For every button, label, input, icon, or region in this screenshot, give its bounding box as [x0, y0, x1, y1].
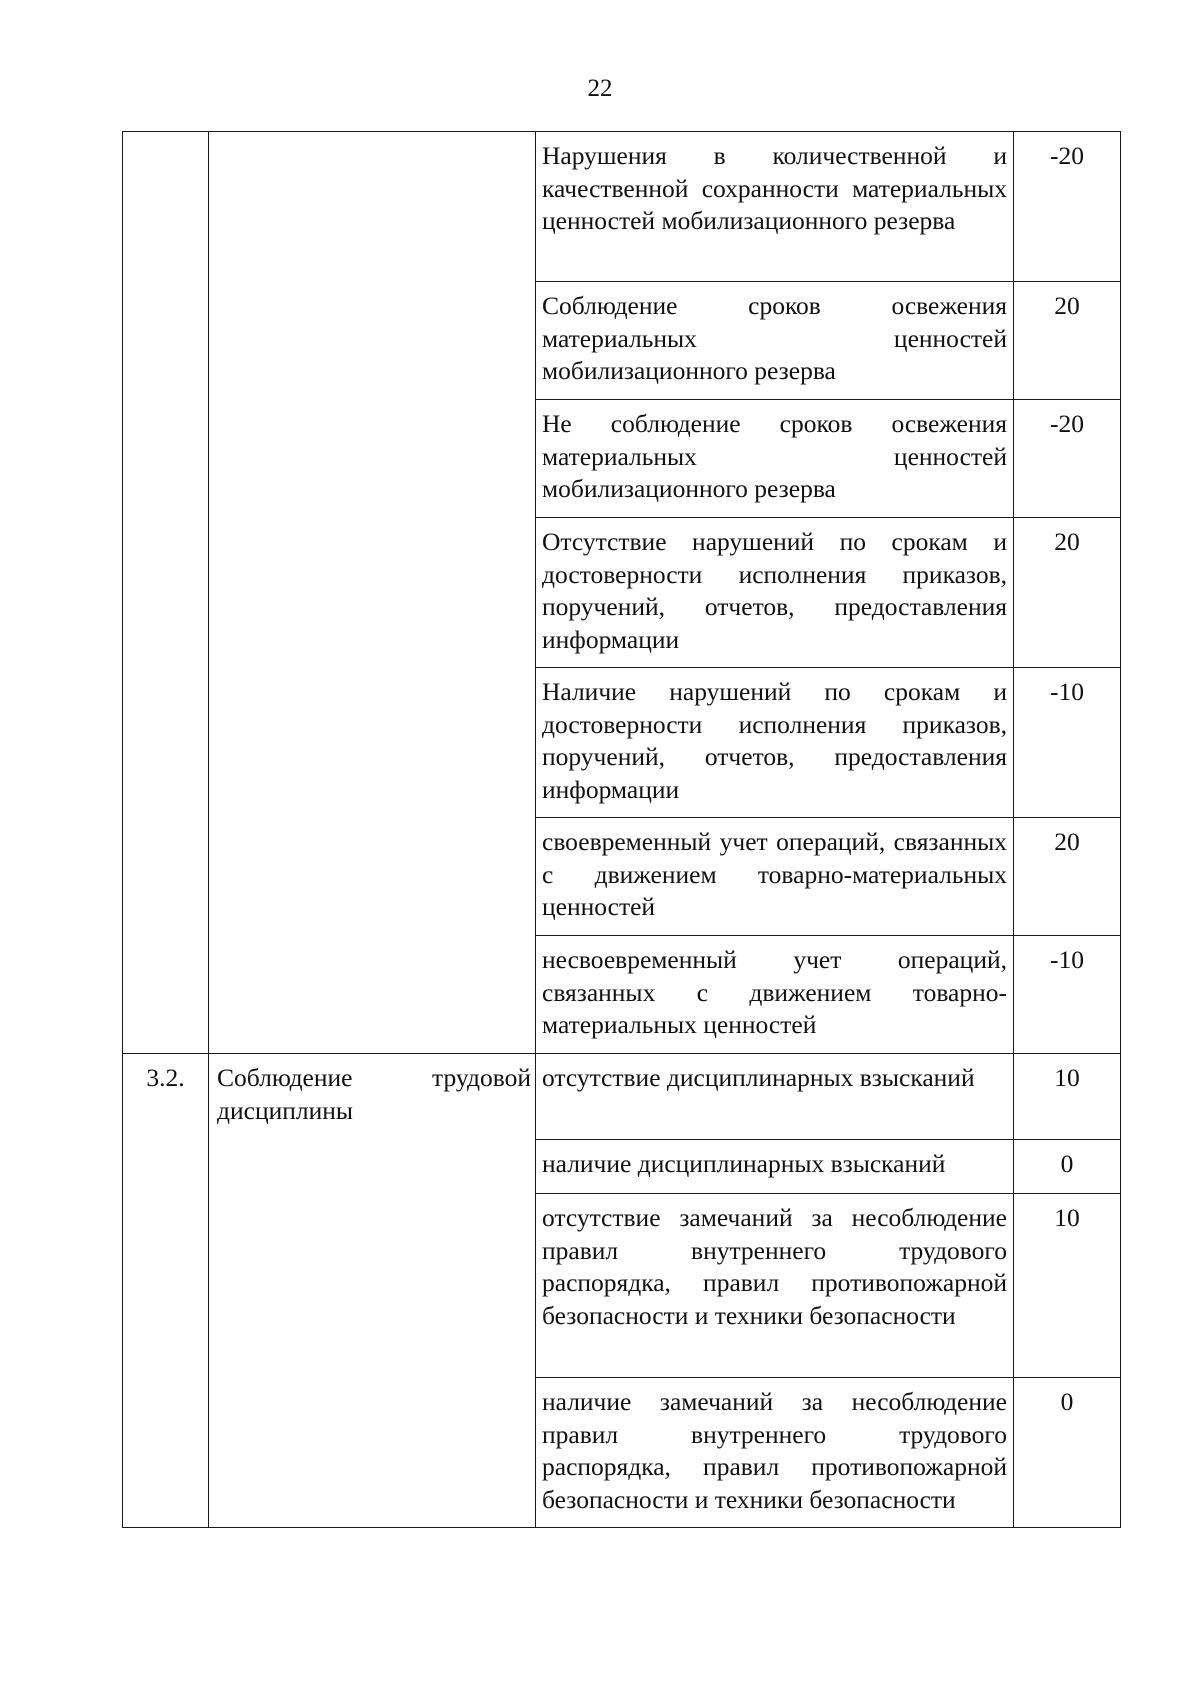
continued-name-cell: [209, 132, 536, 1054]
score-cell: -10: [1014, 936, 1121, 1054]
score-cell: -20: [1014, 132, 1121, 282]
table-row: [123, 1054, 1121, 1140]
criteria-table: [122, 131, 1121, 1528]
condition-cell: Не соблюдение сроков освежения материальных ценностей мобилизационного резерва: [536, 400, 1014, 518]
score-cell: 20: [1014, 518, 1121, 668]
page-number: 22: [587, 75, 613, 102]
condition-cell: Отсутствие нарушений по срокам и достоверности исполнения приказов, поручений, отчетов, предоставления информации: [536, 518, 1014, 668]
condition-cell: наличие дисциплинарных взысканий: [536, 1140, 1014, 1194]
condition-cell: Наличие нарушений по срокам и достоверности исполнения приказов, поручений, отчетов, предоставления информации: [536, 668, 1014, 818]
condition-cell: несвоевременный учет операций, связанных с движением товарно-материальных ценностей: [536, 936, 1014, 1054]
score-cell: 10: [1014, 1194, 1121, 1378]
section-number-cell: 3.2.: [123, 1054, 209, 1528]
score-cell: 10: [1014, 1054, 1121, 1140]
continued-number-cell: [123, 132, 209, 1054]
condition-cell: Соблюдение сроков освежения материальных ценностей мобилизационного резерва: [536, 282, 1014, 400]
condition-cell: отсутствие дисциплинарных взысканий: [536, 1054, 1014, 1140]
score-cell: 20: [1014, 282, 1121, 400]
condition-cell: своевременный учет операций, связанных с движением товарно-материальных ценностей: [536, 818, 1014, 936]
condition-cell: отсутствие замечаний за несоблюдение правил внутреннего трудового распорядка, правил противопожарной безопасности и техники безопасности: [536, 1194, 1014, 1378]
score-cell: 0: [1014, 1140, 1121, 1194]
score-cell: 0: [1014, 1378, 1121, 1528]
score-cell: 20: [1014, 818, 1121, 936]
condition-cell: Нарушения в количественной и качественной сохранности материальных ценностей мобилизационного резерва: [536, 132, 1014, 282]
score-cell: -20: [1014, 400, 1121, 518]
score-cell: -10: [1014, 668, 1121, 818]
table-row: [123, 132, 1121, 282]
condition-cell: наличие замечаний за несоблюдение правил внутреннего трудового распорядка, правил противопожарной безопасности и техники безопасности: [536, 1378, 1014, 1528]
section-name-cell: Соблюдение трудовой дисциплины: [209, 1054, 536, 1528]
